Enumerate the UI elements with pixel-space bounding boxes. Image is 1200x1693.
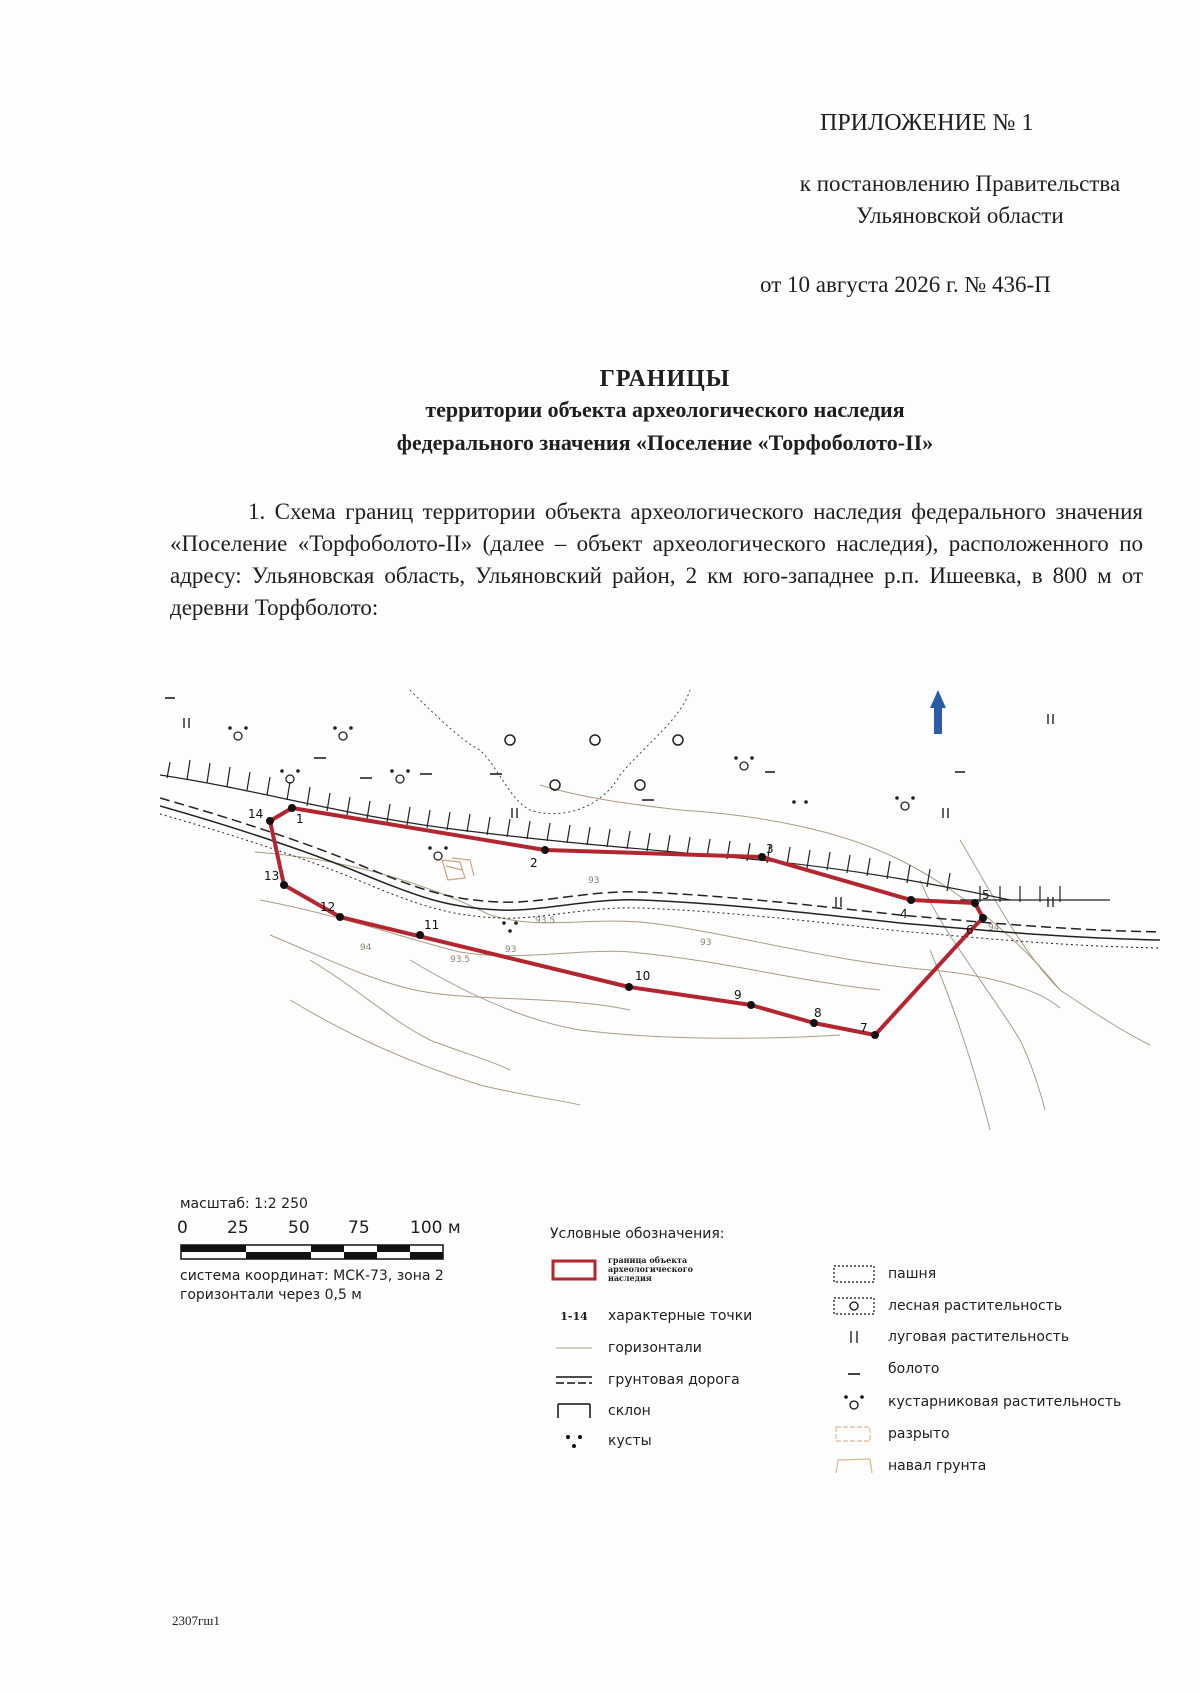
point-label: 14 xyxy=(248,807,264,821)
meadow-icon xyxy=(1048,897,1053,907)
contour-label: 93.5 xyxy=(450,955,471,965)
decree-reference-line1: к постановлению Правительства xyxy=(799,171,1121,196)
title-line2: территории объекта археологического наследия xyxy=(425,397,905,422)
title-line3: федерального значения «Поселение «Торфоболото-II» xyxy=(396,430,934,455)
shrub-icon xyxy=(333,726,353,740)
point-2 xyxy=(541,846,549,854)
footer-code: 2307гш1 xyxy=(172,1613,220,1628)
north-arrow-icon xyxy=(930,690,946,734)
point-11 xyxy=(416,931,424,939)
point-label: 11 xyxy=(424,918,440,932)
scale-tick: 100 м xyxy=(410,1218,461,1238)
legend-road-label: грунтовая дорога xyxy=(608,1372,740,1388)
forest-icon xyxy=(590,735,600,745)
point-label: 8 xyxy=(814,1006,822,1020)
meadow-icon xyxy=(512,808,517,818)
contour-label: 93 xyxy=(588,876,600,886)
point-label: 10 xyxy=(635,969,651,983)
coord-system-note: система координат: МСК-73, зона 2 xyxy=(180,1268,444,1284)
shrub-icon xyxy=(390,769,410,783)
point-label: 3 xyxy=(766,842,774,856)
point-7 xyxy=(871,1031,879,1039)
decree-reference xyxy=(740,168,1180,232)
legend-bushes-label: кусты xyxy=(608,1433,652,1449)
meadow-icon xyxy=(1048,714,1053,724)
contour-label: 93.5 xyxy=(535,916,556,926)
legend-swamp-label: болото xyxy=(888,1361,940,1377)
field-boundary xyxy=(410,690,690,814)
decree-reference-line2: Ульяновской области xyxy=(856,203,1064,228)
arable-swatch xyxy=(832,1264,876,1284)
legend-forest xyxy=(830,1296,1062,1316)
slope-swatch xyxy=(554,1402,594,1420)
legend-contours xyxy=(550,1340,702,1356)
legend-pit-label: разрыто xyxy=(888,1426,950,1442)
legend-forest-label: лесная растительность xyxy=(888,1298,1063,1314)
legend-contours-label: горизонтали xyxy=(608,1340,702,1356)
point-label: 13 xyxy=(264,869,280,883)
legend-title: Условные обозначения: xyxy=(550,1226,725,1242)
pit-icon xyxy=(832,1424,876,1444)
boundary-map xyxy=(160,690,1160,1160)
contour-label: 93 xyxy=(700,938,712,948)
legend-points xyxy=(550,1308,752,1324)
road-swatch xyxy=(554,1374,594,1386)
point-14 xyxy=(266,817,274,825)
point-label: 2 xyxy=(530,856,538,870)
point-3 xyxy=(758,853,766,861)
legend-boundary xyxy=(550,1256,708,1283)
point-10 xyxy=(625,983,633,991)
point-12 xyxy=(336,913,344,921)
scale-title: масштаб: 1:2 250 xyxy=(180,1196,308,1212)
legend-arable xyxy=(830,1264,936,1284)
meadow-icon xyxy=(943,808,948,818)
legend-pit xyxy=(830,1424,950,1444)
legend-bushes xyxy=(550,1432,652,1450)
meadow-icon xyxy=(836,897,841,907)
point-9 xyxy=(747,1001,755,1009)
legend-meadow-label: луговая растительность xyxy=(888,1329,1070,1345)
shrub-icon xyxy=(280,769,300,783)
slope-hatch xyxy=(160,760,1110,902)
point-label: 7 xyxy=(860,1021,868,1035)
scale-ticks xyxy=(177,1218,480,1240)
point-13 xyxy=(280,881,288,889)
point-5 xyxy=(971,899,979,907)
contour-label: 94 xyxy=(360,943,372,953)
legend-slope-label: склон xyxy=(608,1403,651,1419)
swamp-icon xyxy=(832,1360,876,1378)
contour-label: 93 xyxy=(505,945,517,955)
forest-icon xyxy=(673,735,683,745)
shrub-icon xyxy=(228,726,248,740)
legend xyxy=(550,1226,1150,1506)
points-symbol: 1-14 xyxy=(560,1309,588,1323)
scheme-description-text: 1. Схема границ территории объекта археологического наследия федерального значения «Поселение «Торфоболото-II» (далее – объект археологического наследия), расположенного по адресу: Ульяновская область, Ульяновский район, 2 км юго-западнее р.п. Ишеевка, в 800 м от деревни Торфболото: xyxy=(170,499,1143,620)
forest-icon xyxy=(832,1296,876,1316)
forest-icon xyxy=(505,735,515,745)
scale-block xyxy=(177,1196,480,1304)
legend-shrub xyxy=(830,1392,1121,1412)
point-label: 1 xyxy=(296,812,304,826)
bush-icon xyxy=(792,800,808,804)
legend-mound-label: навал грунта xyxy=(888,1458,987,1474)
earth-mound-icon xyxy=(442,858,474,880)
point-8 xyxy=(810,1019,818,1027)
decree-date: от 10 августа 2026 г. № 436-П xyxy=(760,272,1051,297)
legend-meadow xyxy=(830,1328,1069,1346)
contour-label: 94 xyxy=(988,923,1000,933)
earth-mound-icon xyxy=(832,1456,876,1476)
point-4 xyxy=(907,896,915,904)
forest-icon xyxy=(550,780,560,790)
legend-swamp xyxy=(830,1360,939,1378)
shrub-icon xyxy=(428,846,448,860)
bush-icon xyxy=(502,921,518,933)
shrub-icon xyxy=(734,756,754,770)
bush-icon xyxy=(554,1432,594,1450)
contour-lines xyxy=(255,785,1150,1130)
point-label: 12 xyxy=(320,900,336,914)
meadow-icon xyxy=(184,718,189,728)
legend-road xyxy=(550,1372,740,1388)
scale-tick: 25 xyxy=(227,1218,249,1238)
contours-note: горизонтали через 0,5 м xyxy=(180,1287,362,1303)
shrub-icon xyxy=(832,1392,876,1412)
forest-icons xyxy=(505,735,683,790)
forest-icon xyxy=(635,780,645,790)
meadow-icon xyxy=(832,1328,876,1346)
legend-slope xyxy=(550,1402,651,1420)
legend-mound xyxy=(830,1456,986,1476)
point-label: 4 xyxy=(900,907,908,921)
scale-tick: 50 xyxy=(288,1218,310,1238)
legend-arable-label: пашня xyxy=(888,1266,937,1282)
point-label: 9 xyxy=(734,988,742,1002)
boundary-swatch xyxy=(551,1259,597,1281)
scale-bar xyxy=(180,1244,450,1262)
scheme-description xyxy=(170,496,1143,624)
scale-tick: 0 xyxy=(177,1218,188,1238)
point-1 xyxy=(288,804,296,812)
document-title xyxy=(200,366,1130,459)
contour-swatch xyxy=(554,1343,594,1353)
legend-shrub-label: кустарниковая растительность xyxy=(888,1394,1122,1410)
legend-boundary-label: граница объекта археологического наследия xyxy=(608,1255,693,1283)
shrub-icon xyxy=(895,796,915,810)
swamp-icons xyxy=(165,698,965,800)
point-label: 6 xyxy=(966,923,974,937)
point-label: 5 xyxy=(982,888,990,902)
title-line1: ГРАНИЦЫ xyxy=(599,366,731,392)
legend-points-label: характерные точки xyxy=(608,1308,753,1324)
scale-tick: 75 xyxy=(348,1218,370,1238)
point-6 xyxy=(979,914,987,922)
appendix-heading: ПРИЛОЖЕНИЕ № 1 xyxy=(820,110,1034,136)
